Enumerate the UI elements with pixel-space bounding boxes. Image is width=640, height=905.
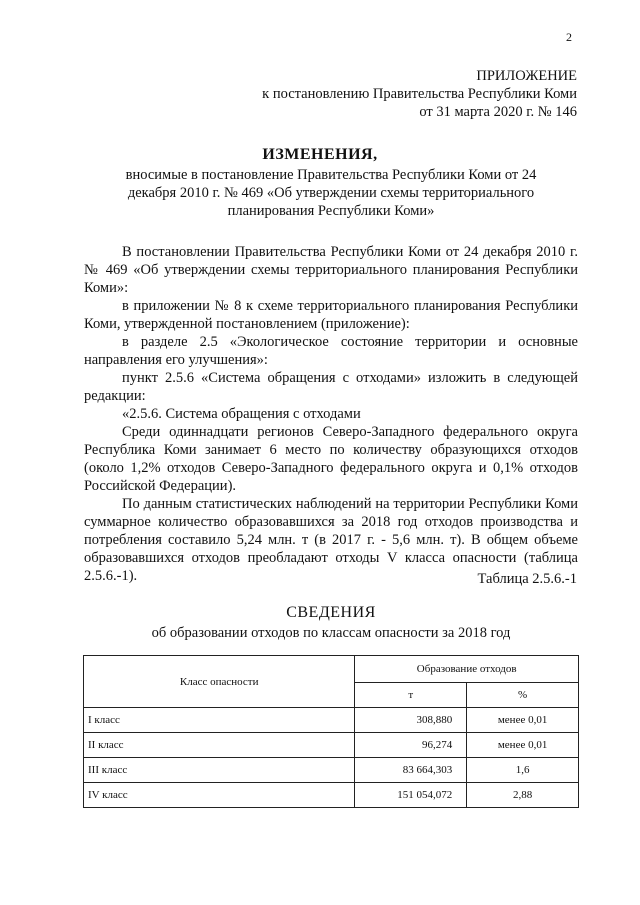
cell-t: 83 664,303 <box>355 758 467 783</box>
document-title: ИЗМЕНЕНИЯ, <box>262 146 378 163</box>
table-row <box>84 708 579 733</box>
col-header-pct: % <box>467 683 579 708</box>
cell-class: III класс <box>84 758 355 783</box>
table-title: СВЕДЕНИЯ <box>286 604 376 621</box>
appendix-ref: к постановлению Правительства Республики Коми <box>262 86 577 102</box>
cell-t: 151 054,072 <box>355 783 467 808</box>
waste-table <box>83 655 579 808</box>
col-header-t: т <box>355 683 467 708</box>
table-subtitle: об образовании отходов по классам опасности за 2018 год <box>151 625 511 641</box>
cell-t: 96,274 <box>355 733 467 758</box>
paragraph: в приложении № 8 к схеме территориального планирования Республики Коми, утвержденной постановлением (приложение): <box>84 298 578 332</box>
col-header-formation: Образование отходов <box>355 656 579 683</box>
cell-pct: 1,6 <box>467 758 579 783</box>
paragraph: Среди одиннадцати регионов Северо-Западного федерального округа Республика Коми занимает 6 место по количеству образующихся отходов (около 1,2% отходов Северо-Западного федерального округа и 0,1% отходов Российской Федерации). <box>84 424 578 494</box>
col-header-class: Класс опасности <box>84 656 355 708</box>
cell-class: II класс <box>84 733 355 758</box>
appendix-header <box>262 67 577 121</box>
page-number: 2 <box>566 30 572 44</box>
cell-pct: 2,88 <box>467 783 579 808</box>
table-row <box>84 783 579 808</box>
cell-t: 308,880 <box>355 708 467 733</box>
table-caption: Таблица 2.5.6.-1 <box>477 571 577 587</box>
paragraph: в разделе 2.5 «Экологическое состояние территории и основные направления его улучшения»: <box>84 334 578 368</box>
table-row <box>84 733 579 758</box>
cell-class: I класс <box>84 708 355 733</box>
cell-class: IV класс <box>84 783 355 808</box>
cell-pct: менее 0,01 <box>467 733 579 758</box>
cell-pct: менее 0,01 <box>467 708 579 733</box>
paragraph: В постановлении Правительства Республики Коми от 24 декабря 2010 г. № 469 «Об утверждении схемы территориального планирования Республики Коми»: <box>84 244 578 296</box>
table-header-row <box>84 656 579 683</box>
paragraph: пункт 2.5.6 «Система обращения с отходами» изложить в следующей редакции: <box>84 370 578 404</box>
table-row <box>84 758 579 783</box>
document-body <box>84 243 578 585</box>
section-heading: «2.5.6. Система обращения с отходами <box>122 406 361 422</box>
document-subtitle: вносимые в постановление Правительства Республики Коми от 24 декабря 2010 г. № 469 «Об утверждении схемы территориального планирования Республики Коми» <box>125 167 537 219</box>
paragraph: По данным статистических наблюдений на территории Республики Коми суммарное количество образовавшихся за 2018 год отходов производства и потребления составило 5,24 млн. т (в 2017 г. - 5,6 млн. т). В общем объеме образовавшихся отходов преобладают отходы V класса опасности (таблица 2.5.6.-1). <box>84 496 578 584</box>
appendix-label: ПРИЛОЖЕНИЕ <box>476 68 577 84</box>
appendix-date: от 31 марта 2020 г. № 146 <box>419 104 577 120</box>
